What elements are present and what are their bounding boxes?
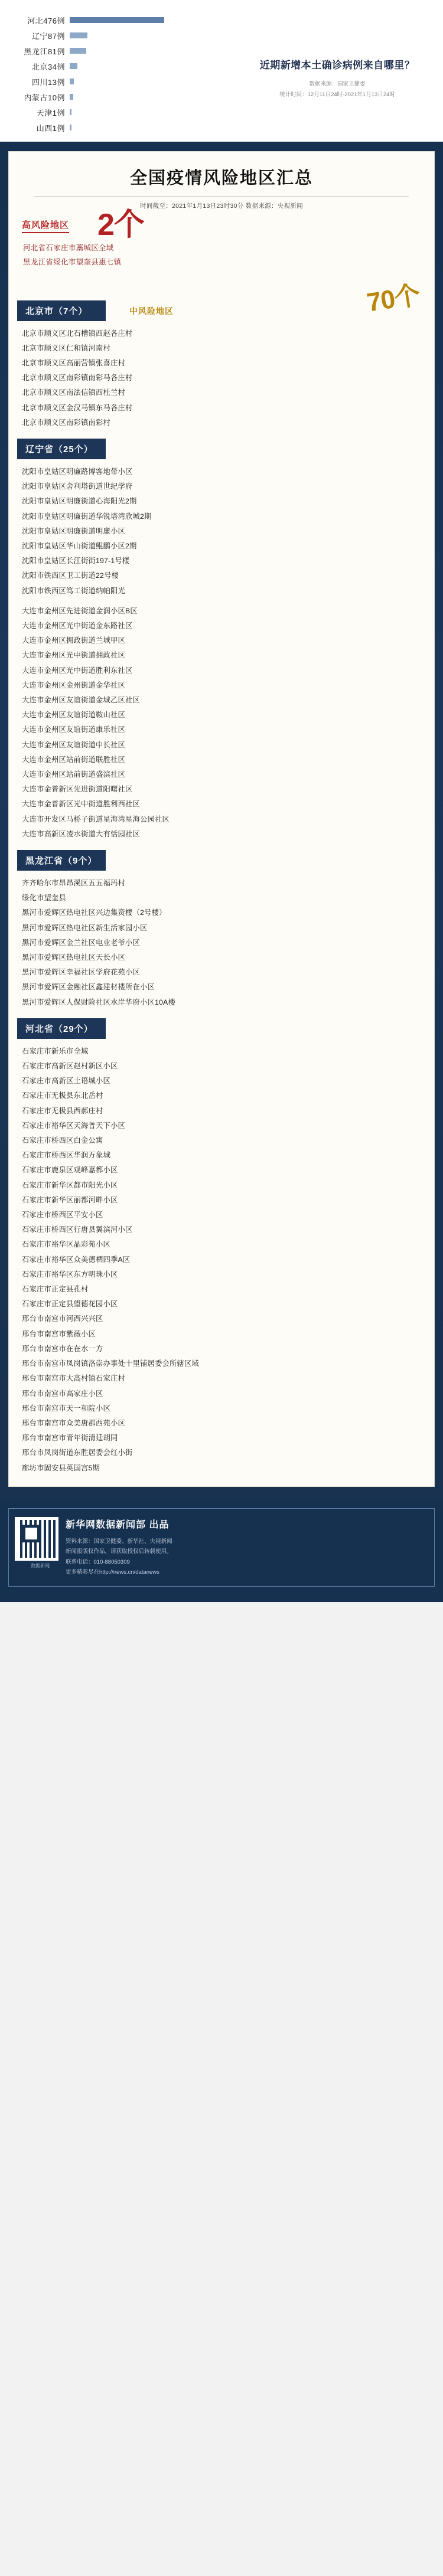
list-item: 邢台市南宫市青年街清廷胡同 <box>22 1434 118 1443</box>
bar-label: 北京34例 <box>32 63 65 71</box>
list-item: 大连市金州区站前街道盛滨社区 <box>22 770 125 779</box>
list-item: 大连市金州区光中街道胜利东社区 <box>22 666 133 675</box>
qr-column <box>15 1517 66 1569</box>
bar-chart-section <box>0 0 443 142</box>
list-item: 石家庄市桥西区华润万象城 <box>22 1151 110 1160</box>
list-item: 大连市金州区拥政街道兰城甲区 <box>22 636 125 645</box>
bar-fill <box>70 94 73 100</box>
list-item: 石家庄市无极县西郝庄村 <box>22 1106 103 1115</box>
list-item: 石家庄市新华区丽都河畔小区 <box>22 1195 118 1204</box>
section-title: 北京市（7个） <box>17 300 106 321</box>
list-item: 石家庄市高新区赵村新区小区 <box>22 1062 118 1071</box>
bar-track <box>70 105 443 120</box>
list-item: 黑河市爱辉区热电社区天长小区 <box>22 953 125 962</box>
list-item: 大连市金普新区光中街道胜利西社区 <box>22 800 140 809</box>
list-item: 大连市金州区友谊街道金城乙区社区 <box>22 695 140 704</box>
panel-card <box>8 151 435 1487</box>
list-item: 邢台市南宫市大高村镇石家庄村 <box>22 1374 125 1383</box>
bar-fill <box>70 17 164 23</box>
section-hebei <box>17 1018 426 1478</box>
section-list <box>17 321 426 433</box>
list-item: 石家庄市桥西区平安小区 <box>22 1211 103 1220</box>
list-item: 邢台市南宫市紫薇小区 <box>22 1329 96 1338</box>
list-item: 北京市顺义区金汉马镇东马各庄村 <box>22 403 133 412</box>
list-item: 石家庄市裕华区众美德栖四季A区 <box>22 1255 131 1264</box>
main-panel <box>0 142 443 1499</box>
list-item: 邢台市南宫市河西兴兴区 <box>22 1315 103 1323</box>
list-item: 邢台市南宫市在在水一方 <box>22 1344 103 1353</box>
list-item: 大连市金普新区先进街道阳曙社区 <box>22 785 133 794</box>
list-item: 北京市顺义区北石槽镇西赵各庄村 <box>22 329 133 338</box>
chart-bar-row <box>0 28 443 43</box>
list-item: 大连市金州区先进街道金润小区B区 <box>22 606 138 615</box>
list-item: 大连市金州区光中街道金东路社区 <box>22 621 133 630</box>
bar-label: 黑龙江81例 <box>24 47 65 56</box>
list-item: 沈阳市皇姑区华山街道鲲鹏小区2期 <box>22 541 137 550</box>
bar-track <box>70 28 443 43</box>
list-item: 黑河市爱辉区金兰社区电业老爷小区 <box>22 938 140 947</box>
bar-label: 内蒙古10例 <box>24 93 65 102</box>
bar-fill <box>70 109 71 115</box>
list-item: 北京市顺义区南法信镇西杜兰村 <box>22 388 125 397</box>
footer-link[interactable]: 更多精彩尽在http://news.cn/datanews <box>66 1569 159 1576</box>
high-risk-list <box>9 233 434 271</box>
list-item: 石家庄市裕华区晶彩苑小区 <box>22 1240 110 1249</box>
list-item: 黑河市爱辉区热电社区兴边集资楼（2号楼） <box>22 908 167 917</box>
list-item: 大连市金州区友谊街道中长社区 <box>22 740 125 749</box>
chart-bar-row <box>0 105 443 120</box>
list-item: 沈阳市皇姑区舍利塔街道世纪学府 <box>22 482 133 491</box>
bar-fill <box>70 79 74 84</box>
list-item: 石家庄市桥西区行唐县翼滨河小区 <box>22 1225 133 1234</box>
list-item: 黑河市爱辉区热电社区新生活家园小区 <box>22 923 148 932</box>
chart-bar-row <box>0 13 443 28</box>
section-beijing <box>17 300 426 433</box>
list-item: 石家庄市高新区土语城小区 <box>22 1077 110 1086</box>
list-item: 邢台市南宫市高家庄小区 <box>22 1389 103 1398</box>
footer-section <box>0 1499 443 1602</box>
mid-risk-count: 70个 <box>364 280 422 318</box>
list-item: 沈阳市铁西区笃工街道纳帕阳光 <box>22 586 125 595</box>
list-item: 大连市金州区友谊街道康乐社区 <box>22 725 125 734</box>
section-list <box>17 1039 426 1478</box>
group-spacer <box>22 599 421 604</box>
section-liaoning <box>17 439 426 844</box>
list-item: 大连市金州区金州街道金华社区 <box>22 681 125 689</box>
section-list <box>17 871 426 1012</box>
list-item: 邢台市南宫市凤岗镇洛崇办事处十里铺居委会所辖区域 <box>22 1359 199 1368</box>
list-item: 沈阳市皇姑区明廉街道华锐塔湾欣城2期 <box>22 512 152 521</box>
bar-label: 天津1例 <box>36 109 65 117</box>
list-item: 石家庄市正定县孔村 <box>22 1285 89 1294</box>
bar-fill <box>70 48 86 54</box>
list-item: 沈阳市铁西区卫工街道22号楼 <box>22 571 119 580</box>
list-item: 北京市顺义区南彩镇南彩马各庄村 <box>22 374 133 383</box>
list-item: 河北省石家庄市藁城区全域 <box>23 244 114 252</box>
list-item: 邢台市南宫市众美唐郡西苑小区 <box>22 1418 125 1427</box>
bar-label: 山西1例 <box>36 124 65 133</box>
bar-label: 河北476例 <box>27 17 65 25</box>
chart-source: 数据来源：国家卫健委 <box>309 81 366 87</box>
bar-track <box>70 13 443 28</box>
list-item: 沈阳市皇姑区明廉街道明廉小区 <box>22 527 125 535</box>
bar-label: 四川13例 <box>32 78 65 87</box>
list-item: 绥化市望奎县 <box>22 894 66 903</box>
list-item: 石家庄市无极县东北岳村 <box>22 1091 103 1100</box>
list-item: 大连市高新区凌水街道大有恬园社区 <box>22 829 140 838</box>
footer-line: 联系电话：010-88050309 <box>66 1558 130 1565</box>
list-item: 石家庄市鹿泉区观峰嘉都小区 <box>22 1166 118 1175</box>
footer-line: 新闻报版权作品，请获取授权后转载使用。 <box>66 1548 172 1555</box>
high-risk-count: 2个 <box>97 208 144 242</box>
bar-fill <box>70 32 87 38</box>
list-item: 大连市金州区站前街道联胜社区 <box>22 755 125 764</box>
page-subtitle: 时间截至：2021年1月13日23时30分 数据来源：央视新闻 <box>140 202 303 210</box>
list-item: 沈阳市皇姑区明廉街道心海阳光2期 <box>22 497 137 506</box>
chart-period: 统计时间：12月11日24时-2021年1月13日24时 <box>279 91 395 99</box>
list-item: 邢台市南宫市天一和院小区 <box>22 1404 110 1413</box>
high-risk-block <box>9 208 434 242</box>
list-item: 大连市金州区光中街道拥政社区 <box>22 651 125 660</box>
list-item: 大连市金州区友谊街道鞍山社区 <box>22 711 125 720</box>
footer-text <box>66 1517 172 1578</box>
footer-line: 资料来源：国家卫健委、新华社、央视新闻 <box>66 1538 172 1545</box>
list-item: 石家庄市正定县望德花园小区 <box>22 1300 118 1309</box>
list-item: 石家庄市裕华区天海普天下小区 <box>22 1121 125 1130</box>
section-title: 辽宁省（25个） <box>17 439 106 459</box>
chart-bar-row <box>0 120 443 135</box>
list-item: 沈阳市皇姑区长江街街197-1号楼 <box>22 557 130 565</box>
list-item: 廊坊市固安县英国宫5期 <box>22 1463 100 1472</box>
list-item: 石家庄市裕华区东方明珠小区 <box>22 1270 118 1279</box>
list-item: 邢台市凤岗街道东胜居委会红小街 <box>22 1449 133 1457</box>
footer-box <box>8 1508 435 1587</box>
title-divider <box>34 196 409 197</box>
list-item: 石家庄市桥西区白金公寓 <box>22 1136 103 1145</box>
list-item: 黑龙江省绥化市望奎县惠七镇 <box>23 257 122 266</box>
list-item: 黑河市爱辉区幸福社区学府花苑小区 <box>22 968 140 977</box>
chart-title: 近期新增本土确诊病例来自哪里？ <box>259 60 415 71</box>
list-item: 石家庄市新乐市全域 <box>22 1047 89 1055</box>
qr-code-icon <box>15 1517 58 1561</box>
bar-fill <box>70 125 71 130</box>
section-list <box>17 459 426 844</box>
mid-risk-label: 中风险地区 <box>129 306 174 316</box>
list-item: 大连市开发区马桥子街道星海湾星海公园社区 <box>22 815 170 823</box>
footer-title: 新华网数据新闻部 出品 <box>66 1519 170 1530</box>
qr-caption: 数据新闻 <box>31 1562 50 1568</box>
list-item: 黑河市爱辉区人保财险社区水岸华府小区10A楼 <box>22 998 175 1006</box>
list-item: 北京市顺义区南彩镇南彩村 <box>22 418 110 427</box>
section-title: 黑龙江省（9个） <box>17 850 106 871</box>
page-title: 全国疫情风险地区汇总 <box>129 169 313 188</box>
bar-fill <box>70 63 77 69</box>
list-item: 齐齐哈尔市昂昂溪区五五福玛村 <box>22 879 125 887</box>
list-item: 沈阳市皇姑区明廉路博客地带小区 <box>22 467 133 476</box>
chart-annotation <box>240 57 435 100</box>
section-title: 河北省（29个） <box>17 1018 106 1039</box>
section-heilongjiang <box>17 850 426 1012</box>
list-item: 黑河市爱辉区金融社区鑫建材楼所在小区 <box>22 983 155 992</box>
bar-label: 辽宁87例 <box>32 32 65 41</box>
bar-chart <box>0 11 443 135</box>
list-item: 北京市顺义区仁和镇河南村 <box>22 344 110 352</box>
high-risk-label: 高风险地区 <box>22 218 69 233</box>
bar-track <box>70 120 443 135</box>
list-item: 北京市顺义区高丽营镇张喜庄村 <box>22 358 125 367</box>
list-item: 石家庄市新华区都市阳光小区 <box>22 1181 118 1189</box>
